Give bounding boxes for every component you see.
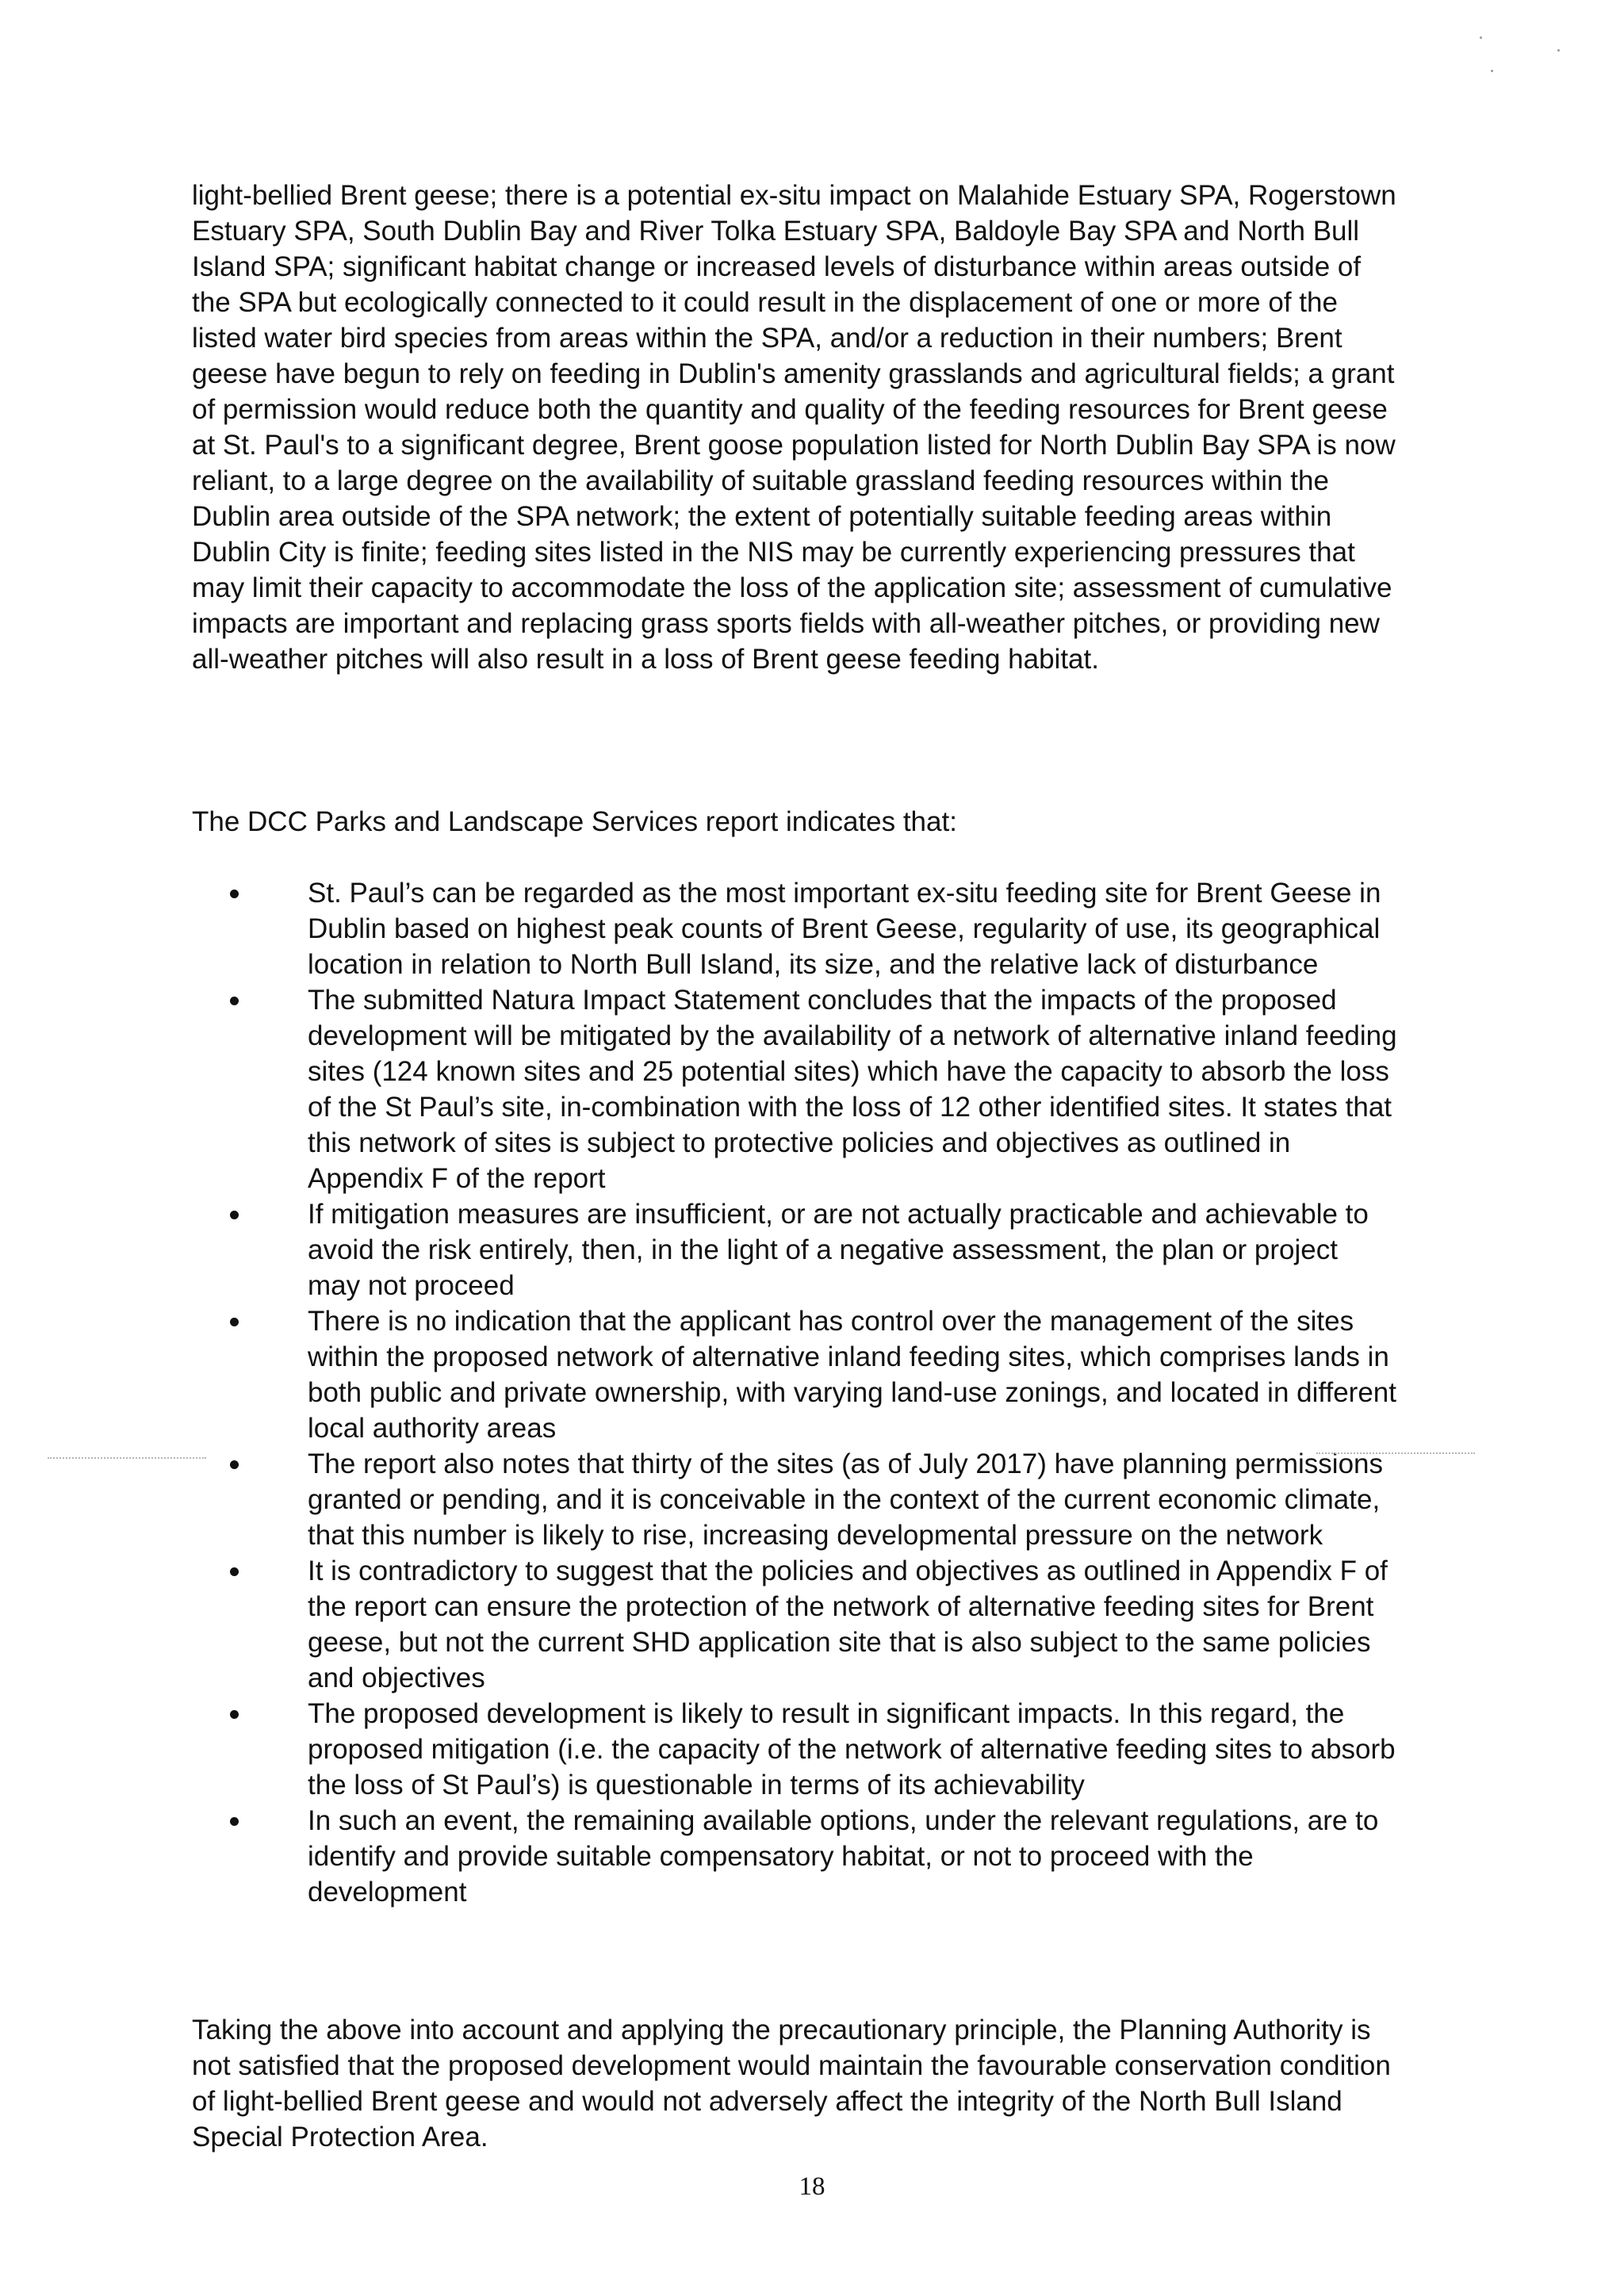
scan-speck	[1557, 49, 1560, 52]
bullet-text: The report also notes that thirty of the sites (as of July 2017) have planning permissions granted or pending, and it is conceivable in the context of the current economic climate, that this number is likely to rise, increasing developmental pressure on the network	[308, 1448, 1383, 1551]
bullet-icon	[230, 1710, 239, 1719]
bullet-item	[192, 1446, 1397, 1553]
bullet-icon	[230, 1211, 239, 1219]
bullet-icon	[230, 1318, 239, 1326]
scan-speck	[1480, 36, 1482, 39]
intro-sentence: The DCC Parks and Landscape Services report indicates that:	[192, 806, 957, 837]
scan-artifact-left	[48, 1457, 206, 1459]
bullet-item	[192, 1696, 1397, 1803]
bullet-icon	[230, 1817, 239, 1826]
scan-speck	[1491, 70, 1493, 72]
bullet-item	[192, 1196, 1397, 1303]
bullet-item	[192, 982, 1397, 1196]
bullet-item	[192, 1303, 1397, 1446]
bullet-item	[192, 875, 1397, 982]
bullet-text: In such an event, the remaining available options, under the relevant regulations, are to identify and provide suitable compensatory habitat, or not to proceed with the development	[308, 1805, 1379, 1908]
bullet-item	[192, 1803, 1397, 1910]
bullet-text: St. Paul’s can be regarded as the most important ex-situ feeding site for Brent Geese in Dublin based on highest peak counts of Brent Geese, regularity of use, its geographical location in relation to North Bull Island, its size, and the relative lack of disturbance	[308, 878, 1381, 980]
top-paragraph: light-bellied Brent geese; there is a potential ex-situ impact on Malahide Estuary SPA, Rogerstown Estuary SPA, South Dublin Bay and River Tolka Estuary SPA, Baldoyle Bay SPA and North Bull Island SPA; significant habitat change or increased levels of disturbance within areas outside of the SPA but ecologically connected to it could result in the displacement of one or more of the listed water bird species from areas within the SPA, and/or a reduction in their numbers; Brent geese have begun to rely on feeding in Dublin's amenity grasslands and agricultural fields; a grant of permission would reduce both the quantity and quality of the feeding resources for Brent geese at St. Paul's to a significant degree, Brent goose population listed for North Dublin Bay SPA is now reliant, to a large degree on the availability of suitable grassland feeding resources within the Dublin area outside of the SPA network; the extent of potentially suitable feeding areas within Dublin City is finite; feeding sites listed in the NIS may be currently experiencing pressures that may limit their capacity to accommodate the loss of the application site; assessment of cumulative impacts are important and replacing grass sports fields with all-weather pitches, or providing new all-weather pitches will also result in a loss of Brent geese feeding habitat.	[192, 180, 1396, 675]
bullet-text: It is contradictory to suggest that the policies and objectives as outlined in Appendix F of the report can ensure the protection of the network of alternative feeding sites for Brent geese, but not the current SHD application site that is also subject to the same policies and objectives	[308, 1556, 1388, 1693]
bullet-text: If mitigation measures are insufficient, or are not actually practicable and achievable to avoid the risk entirely, then, in the light of a negative assessment, the plan or project may not proceed	[308, 1199, 1369, 1301]
bullet-list	[192, 875, 1397, 1910]
bullet-icon	[230, 1567, 239, 1576]
scan-artifact-right	[1316, 1452, 1475, 1454]
bullet-text: The proposed development is likely to result in significant impacts. In this regard, the proposed mitigation (i.e. the capacity of the network of alternative feeding sites to absorb the loss of St Paul’s) is questionable in terms of its achievability	[308, 1698, 1396, 1800]
bullet-text: There is no indication that the applicant has control over the management of the sites within the proposed network of alternative inland feeding sites, which comprises lands in both public and private ownership, with varying land-use zonings, and located in different local authority areas	[308, 1306, 1396, 1444]
bullet-text: The submitted Natura Impact Statement concludes that the impacts of the proposed development will be mitigated by the availability of a network of alternative inland feeding sites (124 known sites and 25 potential sites) which have the capacity to absorb the loss of the St Paul’s site, in-combination with the loss of 12 other identified sites. It states that this network of sites is subject to protective policies and objectives as outlined in Appendix F of the report	[308, 985, 1397, 1194]
page-number: 18	[799, 2172, 825, 2201]
bullet-icon	[230, 890, 239, 898]
bullet-icon	[230, 1460, 239, 1469]
bullet-item	[192, 1553, 1397, 1696]
bullet-icon	[230, 997, 239, 1005]
conclusion-paragraph: Taking the above into account and applying the precautionary principle, the Planning Authority is not satisfied that the proposed development would maintain the favourable conservation condition of light-bellied Brent geese and would not adversely affect the integrity of the North Bull Island Special Protection Area.	[192, 2015, 1391, 2152]
